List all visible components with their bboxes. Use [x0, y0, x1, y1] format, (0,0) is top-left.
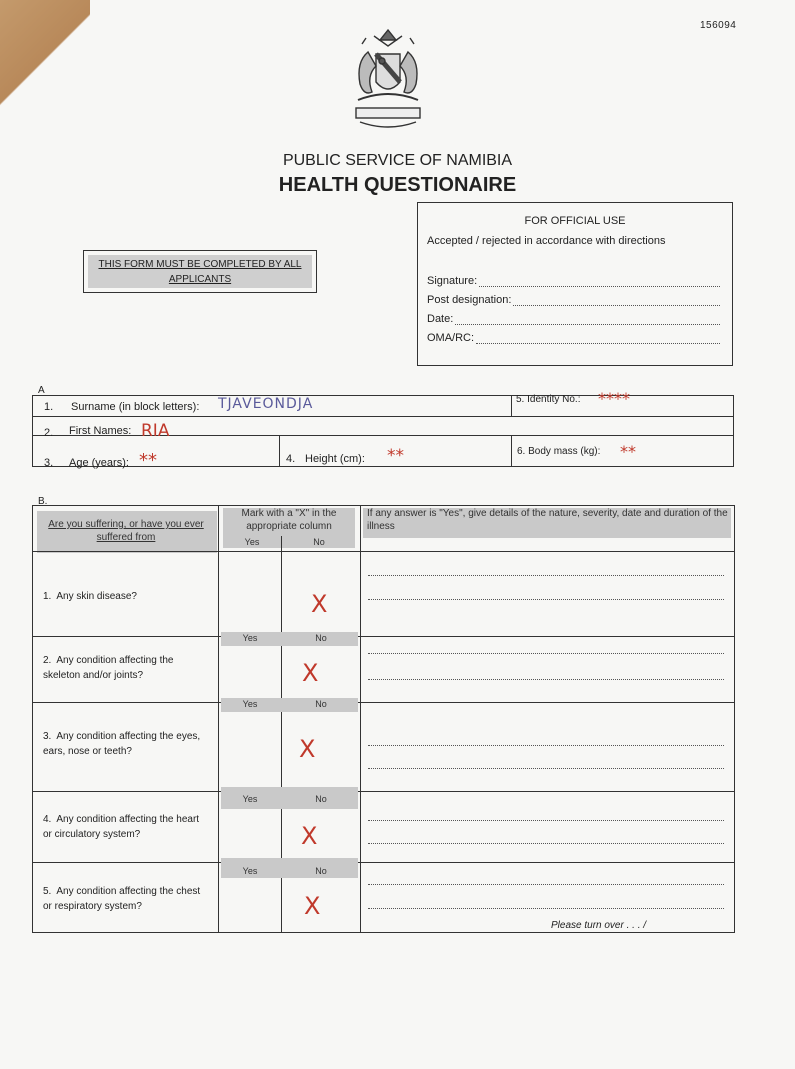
row5-yes: Yes: [242, 866, 258, 876]
post-designation-field[interactable]: [427, 294, 720, 306]
row3-yes: Yes: [242, 699, 258, 709]
details-line[interactable]: [368, 679, 724, 680]
oma-rc-label: OMA/RC:: [427, 332, 475, 344]
surname-num: 1.: [44, 401, 54, 413]
question-5-no-mark[interactable]: X: [304, 892, 321, 920]
page-footer: Please turn over . . . /: [551, 920, 647, 931]
first-names-value[interactable]: RIA: [141, 421, 170, 441]
section-a-table: [32, 389, 734, 471]
first-names-num: 2.: [44, 427, 54, 439]
form-title: HEALTH QUESTIONAIRE: [278, 174, 517, 196]
post-designation-label: Post designation:: [427, 294, 512, 306]
oma-rc-field[interactable]: [427, 332, 720, 344]
body-mass-label: 6. Body mass (kg):: [517, 446, 601, 457]
official-use-subheading: Accepted / rejected in accordance with directions: [427, 235, 666, 247]
coat-of-arms-icon: [338, 22, 438, 137]
document-number: 156094: [700, 20, 737, 31]
official-use-box: [417, 202, 733, 366]
header-col1: Are you suffering, or have you ever suffered from: [48, 519, 204, 543]
question-4-no-mark[interactable]: X: [301, 822, 318, 850]
details-line[interactable]: [368, 843, 724, 844]
ministry-name: [0, 152, 795, 170]
row3-no: No: [315, 699, 327, 709]
row5-no: No: [315, 866, 327, 876]
question-1-no-mark[interactable]: X: [311, 590, 328, 618]
identity-label: 5. Identity No.:: [516, 394, 581, 405]
question-1: 1. Any skin disease?: [43, 591, 137, 602]
details-line[interactable]: [368, 884, 724, 885]
header-col2: Mark with a "X" in the appropriate column: [241, 508, 337, 532]
header-yes: Yes: [244, 537, 260, 547]
details-line[interactable]: [368, 768, 724, 769]
body-mass-value[interactable]: **: [620, 442, 636, 461]
details-line[interactable]: [368, 745, 724, 746]
surname-label: Surname (in block letters):: [71, 401, 200, 413]
date-label: Date:: [427, 313, 454, 325]
age-label: Age (years):: [69, 457, 129, 469]
header-col3: If any answer is "Yes", give details of the nature, severity, date and duration of the illness: [367, 508, 728, 532]
row2-yes: Yes: [242, 633, 258, 643]
identity-value[interactable]: ****: [598, 389, 630, 408]
question-2-no-mark[interactable]: X: [302, 659, 319, 687]
signature-label: Signature:: [427, 275, 478, 287]
question-3-no-mark[interactable]: X: [299, 735, 316, 763]
first-names-label: First Names:: [69, 425, 132, 437]
background-corner: [0, 0, 90, 140]
height-label: Height (cm):: [305, 453, 365, 465]
ministry-text: PUBLIC SERVICE OF NAMIBIA: [282, 152, 513, 169]
official-use-heading: FOR OFFICIAL USE: [524, 215, 626, 227]
question-5: 5. Any condition affecting the chest or respiratory system?: [43, 886, 201, 912]
details-line[interactable]: [368, 653, 724, 654]
date-field[interactable]: [427, 313, 720, 325]
question-4: 4. Any condition affecting the heart or circulatory system?: [43, 814, 200, 840]
question-2: 2. Any condition affecting the skeleton and/or joints?: [43, 655, 174, 681]
details-line[interactable]: [368, 908, 724, 909]
details-line[interactable]: [368, 820, 724, 821]
section-b-table: [32, 505, 735, 933]
section-b-label: B.: [38, 496, 48, 507]
details-line[interactable]: [368, 599, 724, 600]
age-value[interactable]: **: [139, 450, 157, 471]
row2-no: No: [315, 633, 327, 643]
height-num: 4.: [286, 453, 296, 465]
row4-no: No: [315, 794, 327, 804]
surname-value[interactable]: TJAVEONDJA: [218, 396, 314, 412]
completion-notice: [83, 250, 317, 293]
section-a-label: A: [38, 385, 45, 396]
age-num: 3.: [44, 457, 54, 469]
row4-yes: Yes: [242, 794, 258, 804]
question-3: 3. Any condition affecting the eyes, ears, nose or teeth?: [43, 731, 201, 757]
header-no: No: [313, 537, 325, 547]
height-value[interactable]: **: [387, 446, 404, 466]
notice-text: THIS FORM MUST BE COMPLETED BY ALL APPLICANTS: [88, 255, 312, 288]
details-line[interactable]: [368, 575, 724, 576]
signature-field[interactable]: [427, 275, 720, 287]
